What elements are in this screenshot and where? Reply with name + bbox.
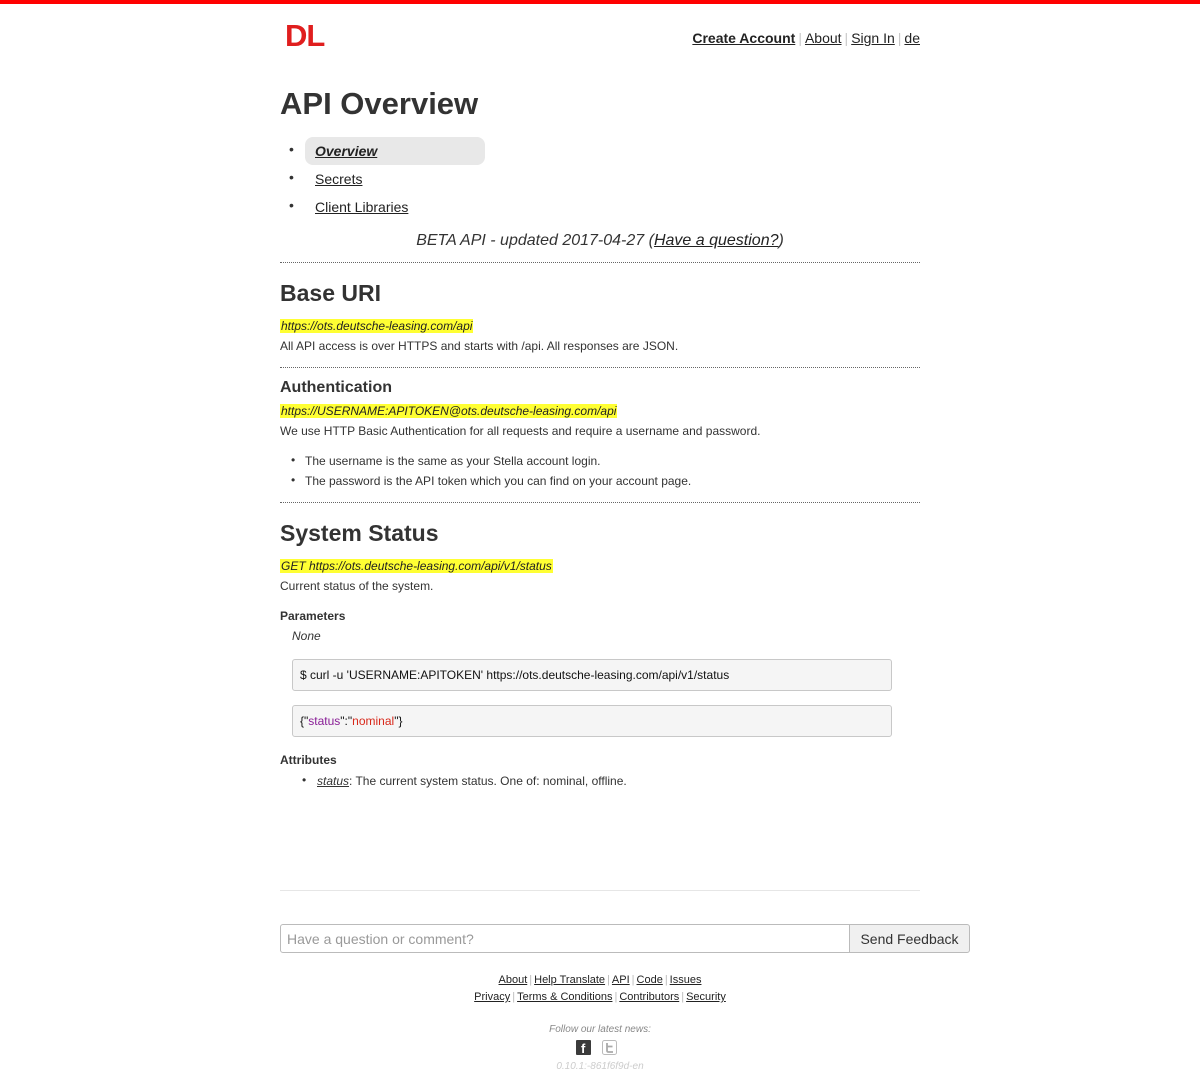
footer-link-api[interactable]: API [611,974,630,986]
status-description: Current status of the system. [280,579,434,593]
site-logo[interactable]: DL [285,18,325,53]
base-uri-url: https://ots.deutsche-leasing.com/api [281,319,473,333]
language-link[interactable]: de [904,30,920,46]
json-punct: {" [300,714,309,728]
beta-text-end: ) [778,232,784,249]
bullet: • [289,197,294,213]
twitter-glyph [602,1040,617,1055]
twitter-icon[interactable] [602,1040,617,1055]
top-accent-bar [0,0,1200,4]
send-feedback-button[interactable]: Send Feedback [849,924,970,953]
section-divider [280,367,920,368]
follow-text: Follow our latest news: [549,1024,651,1035]
list-item-text: The password is the API token which you can find on your account page. [305,474,692,488]
subnav-item-secrets [280,165,920,193]
footer-link-help-translate[interactable]: Help Translate [534,974,606,986]
footer-links-row-1 [0,974,1200,986]
version-text: 0.10.1:-861f6f9d-en [556,1061,644,1072]
json-value: nominal [352,714,395,728]
attribute-text [317,774,627,788]
system-status-heading: System Status [280,520,439,546]
footer-link-about[interactable]: About [498,974,528,986]
beta-text: BETA API - updated 2017-04-27 ( [416,232,654,249]
footer-separator: | [614,991,618,1003]
parameters-none: None [292,629,321,643]
attribute-description: : The current system status. One of: nominal, offline. [349,774,627,788]
bullet: • [302,773,307,787]
curl-example: $ curl -u 'USERNAME:APITOKEN' https://ots.deutsche-leasing.com/api/v1/status [292,659,892,691]
about-link[interactable]: About [804,30,842,46]
authentication-heading: Authentication [280,379,392,396]
footer-separator: | [512,991,516,1003]
section-divider [280,262,920,263]
attributes-label: Attributes [280,753,337,767]
base-uri-heading: Base URI [280,280,381,306]
facebook-icon[interactable] [576,1040,591,1055]
json-key: status [308,714,341,728]
subnav-link-client-libraries[interactable]: Client Libraries [315,199,409,215]
subnav-item-client-libraries [280,193,920,221]
create-account-link[interactable]: Create Account [692,30,796,46]
bullet: • [289,169,294,185]
subnav-item-overview [280,137,920,165]
feedback-input[interactable] [280,924,850,953]
footer-separator: | [681,991,685,1003]
sign-in-link[interactable]: Sign In [851,30,895,46]
nav-separator: | [897,30,902,46]
have-a-question-link[interactable]: Have a question? [653,232,779,249]
list-item-text: The username is the same as your Stella account login. [305,454,601,468]
footer-separator: | [664,974,668,986]
nav-separator: | [798,30,802,46]
authentication-description: We use HTTP Basic Authentication for all requests and require a username and password. [280,424,761,438]
section-divider [280,502,920,503]
json-response [292,705,892,737]
bullet: • [291,473,296,487]
page-title: API Overview [280,86,479,121]
footer-link-code[interactable]: Code [636,974,663,986]
facebook-glyph: f [581,1041,586,1056]
attribute-name: status [317,774,350,788]
parameters-label: Parameters [280,609,346,623]
status-endpoint: GET https://ots.deutsche-leasing.com/api/v1/status [281,559,552,573]
nav-separator: | [844,30,849,46]
subnav-link-overview[interactable]: Overview [315,143,378,159]
footer-link-privacy[interactable]: Privacy [474,991,511,1003]
authentication-url: https://USERNAME:APITOKEN@ots.deutsche-leasing.com/api [281,404,617,418]
footer-link-contributors[interactable]: Contributors [619,991,680,1003]
json-punct: ":" [340,714,353,728]
footer-links-row-2 [0,991,1200,1003]
bullet: • [289,141,294,157]
footer-link-terms[interactable]: Terms & Conditions [517,991,613,1003]
footer-separator: | [607,974,610,986]
bullet: • [291,453,296,467]
footer-separator: | [631,974,635,986]
beta-notice [280,232,920,250]
json-punct: "} [394,714,403,728]
subnav-link-secrets[interactable]: Secrets [315,171,363,187]
top-nav [692,30,920,46]
footer-separator: | [529,974,533,986]
api-subnav [280,137,920,221]
footer-divider [280,890,920,891]
footer-link-issues[interactable]: Issues [669,974,702,986]
base-uri-description: All API access is over HTTPS and starts with /api. All responses are JSON. [280,339,679,353]
footer-link-security[interactable]: Security [686,991,726,1003]
